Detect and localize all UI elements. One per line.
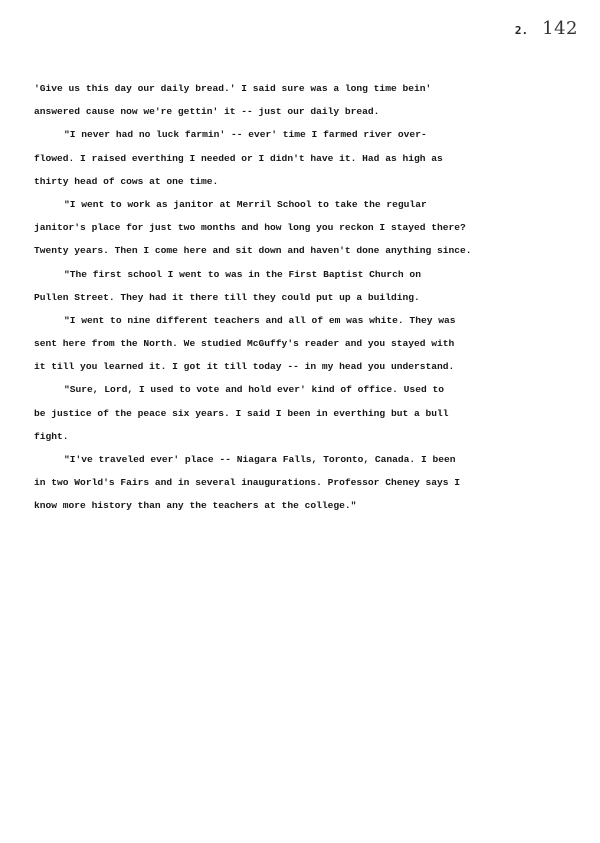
page-number: 142 [542,18,578,39]
text-line: thirty head of cows at one time. [34,175,219,187]
text-line: janitor's place for just two months and how long you reckon I stayed there? [34,222,466,234]
text-line: Pullen Street. They had it there till they could put up a building. [34,291,420,303]
text-line: 'Give us this day our daily bread.' I said sure was a long time bein' [34,83,432,94]
text-line: it till you learned it. I got it till today -- in my head you understand. [34,361,455,373]
text-line: "I've traveled ever' place -- Niagara Falls, Toronto, Canada. I been [64,454,456,465]
text-line: be justice of the peace six years. I said I been in everthing but a bull [34,407,449,419]
text-line: "I went to nine different teachers and all of em was white. They was [64,314,456,326]
text-line: know more history than any the teachers at the college." [34,500,357,512]
page-marker: 2. [514,24,529,37]
page-header [515,18,578,42]
text-line: answered cause now we're gettin' it -- just our daily bread. [34,106,380,118]
text-line: flowed. I raised everthing I needed or I didn't have it. Had as high as [34,152,443,164]
text-line: sent here from the North. We studied McGuffy's reader and you stayed with [34,338,455,350]
text-line: "I never had no luck farmin' -- ever' time I farmed river over- [64,129,427,141]
typed-transcript [34,77,574,518]
text-line: fight. [34,430,69,442]
text-line: "The first school I went to was in the First Baptist Church on [64,268,421,280]
text-line: Twenty years. Then I come here and sit down and haven't done anything since. [34,245,472,257]
text-line: "I went to work as janitor at Merril School to take the regular [64,198,427,210]
text-line: "Sure, Lord, I used to vote and hold ever' kind of office. Used to [64,384,444,396]
text-line: in two World's Fairs and in several inaugurations. Professor Cheney says I [34,477,461,489]
